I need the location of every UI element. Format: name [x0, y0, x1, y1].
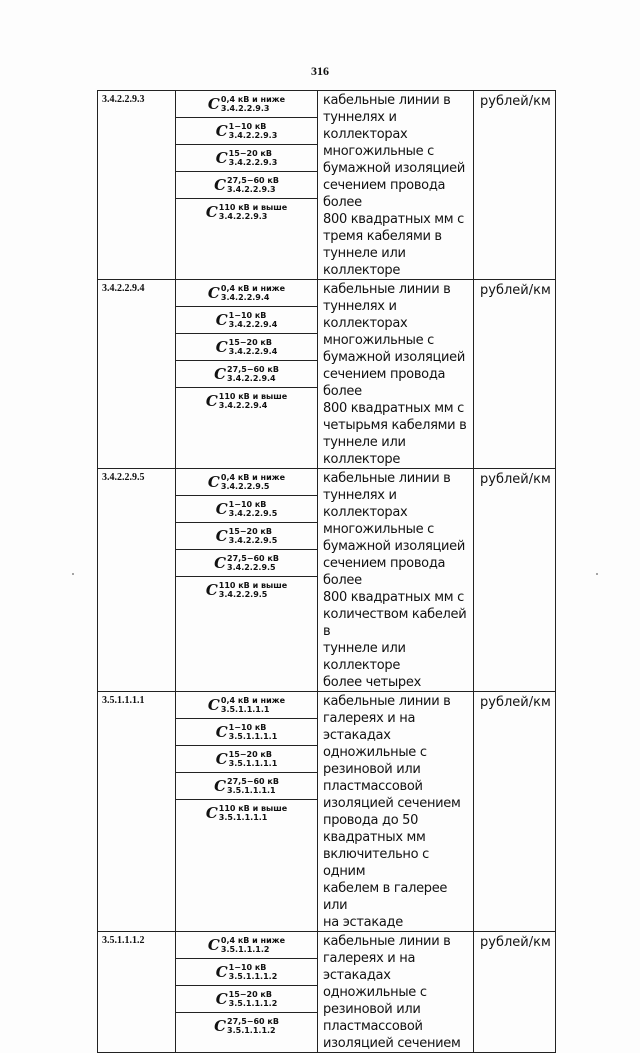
unit-text: рублей/км: [480, 935, 551, 950]
symbol-indices: [229, 527, 278, 545]
table-row: [98, 932, 556, 1053]
symbol-index: 3.4.2.2.9.5: [228, 509, 278, 518]
description-line: кабелем в галерее или: [323, 881, 448, 913]
description-line: тремя кабелями в: [323, 229, 442, 244]
symbol-voltage: 1−10 кВ: [228, 311, 267, 320]
symbol-indices: [219, 203, 287, 221]
description-line: пластмассовой: [323, 779, 423, 794]
description-text: [318, 280, 473, 468]
description-line: кабельные линии в: [323, 934, 451, 949]
voltage-symbol: [176, 91, 317, 118]
voltage-symbol: [176, 523, 317, 550]
symbol-index: 3.4.2.2.9.3: [227, 185, 276, 194]
description-line: сечением провода более: [323, 556, 446, 588]
symbol-formula: [214, 1017, 279, 1035]
voltage-symbol: [176, 746, 317, 773]
symbol-letter: C: [215, 337, 228, 356]
table-row: [98, 692, 556, 932]
description-cell: [318, 692, 474, 932]
symbol-list: [176, 932, 317, 1039]
description-line: многожильные с: [323, 144, 435, 159]
unit-cell: [474, 932, 556, 1053]
symbol-index: 3.4.2.2.9.4: [220, 293, 270, 302]
row-code: 3.5.1.1.1.2: [102, 935, 145, 946]
symbol-formula: [208, 95, 285, 113]
description-line: галереях и на эстакадах: [323, 711, 416, 743]
symbol-list: [176, 469, 317, 603]
description-cell: [318, 91, 474, 280]
symbol-formula: [206, 392, 287, 410]
symbol-voltage: 15−20 кВ: [228, 990, 272, 999]
symbol-indices: [221, 473, 285, 491]
symbol-index: 3.4.2.2.9.3: [218, 212, 268, 221]
symbol-voltage: 110 кВ и выше: [218, 804, 288, 813]
symbol-voltage: 15−20 кВ: [228, 527, 272, 536]
symbol-indices: [227, 777, 279, 795]
description-line: туннелях и коллекторах: [323, 110, 408, 142]
symbol-formula: [216, 338, 278, 356]
voltage-symbol: [176, 361, 317, 388]
symbol-index: 3.4.2.2.9.4: [218, 401, 268, 410]
description-line: более четырех: [323, 675, 421, 690]
symbol-letter: C: [207, 94, 220, 113]
description-line: сечением провода более: [323, 178, 446, 210]
symbol-formula: [206, 804, 287, 822]
row-code: 3.4.2.2.9.4: [102, 283, 145, 294]
symbol-letter: C: [205, 803, 218, 822]
table-row: [98, 469, 556, 692]
description-line: сечением провода более: [323, 367, 446, 399]
symbol-formula: [208, 696, 285, 714]
code-cell: [98, 692, 176, 932]
symbol-formula: [216, 500, 278, 518]
symbol-letter: C: [205, 391, 218, 410]
symbol-formula: [216, 311, 278, 329]
symbol-indices: [227, 176, 279, 194]
description-text: [318, 932, 473, 1052]
symbol-voltage: 15−20 кВ: [228, 750, 272, 759]
tariff-table: [97, 90, 556, 1053]
symbol-formula: [216, 750, 278, 768]
unit-cell: [474, 280, 556, 469]
description-line: пластмассовой: [323, 1019, 423, 1034]
symbol-indices: [221, 284, 285, 302]
symbol-indices: [219, 392, 287, 410]
symbol-letter: C: [214, 175, 227, 194]
symbol-index: 3.4.2.2.9.4: [228, 347, 278, 356]
symbol-formula: [216, 723, 278, 741]
symbol-index: 3.5.1.1.1.2: [228, 999, 278, 1008]
description-line: кабельные линии в: [323, 282, 451, 297]
description-line: туннеле или коллекторе: [323, 246, 406, 278]
symbol-indices: [219, 804, 287, 822]
description-line: кабельные линии в: [323, 93, 451, 108]
symbol-voltage: 1−10 кВ: [228, 122, 267, 131]
symbol-indices: [227, 365, 279, 383]
symbol-letter: C: [205, 580, 218, 599]
voltage-symbol: [176, 932, 317, 959]
symbol-indices: [221, 936, 285, 954]
symbol-formula: [216, 149, 278, 167]
voltage-symbol: [176, 145, 317, 172]
voltage-symbol: [176, 719, 317, 746]
voltage-symbol: [176, 496, 317, 523]
symbol-formula: [206, 581, 287, 599]
description-line: изоляцией сечением: [323, 796, 461, 811]
voltage-symbol: [176, 986, 317, 1013]
symbol-voltage: 15−20 кВ: [228, 149, 272, 158]
symbol-index: 3.5.1.1.1.1: [218, 813, 268, 822]
symbol-voltage: 1−10 кВ: [228, 500, 267, 509]
description-line: квадратных мм: [323, 830, 426, 845]
symbol-letter: C: [215, 722, 228, 741]
voltage-symbol: [176, 800, 317, 826]
symbol-indices: [227, 554, 279, 572]
description-line: 800 квадратных мм с: [323, 212, 464, 227]
description-line: туннелях и коллекторах: [323, 299, 408, 331]
symbol-voltage: 0,4 кВ и ниже: [220, 284, 286, 293]
symbol-list: [176, 280, 317, 414]
symbol-index: 3.4.2.2.9.4: [227, 374, 276, 383]
symbol-letter: C: [215, 749, 228, 768]
voltage-symbol: [176, 334, 317, 361]
symbol-index: 3.5.1.1.1.1: [220, 705, 270, 714]
symbol-indices: [219, 581, 287, 599]
description-line: четырьмя кабелями в: [323, 418, 467, 433]
description-line: бумажной изоляцией: [323, 350, 466, 365]
symbol-index: 3.5.1.1.1.1: [227, 786, 276, 795]
symbol-voltage: 15−20 кВ: [228, 338, 272, 347]
symbol-indices: [229, 338, 278, 356]
voltage-symbol: [176, 307, 317, 334]
symbol-letter: C: [215, 499, 228, 518]
symbol-voltage: 27,5−60 кВ: [227, 365, 279, 374]
symbol-indices: [229, 963, 278, 981]
symbol-voltage: 110 кВ и выше: [218, 203, 288, 212]
symbol-indices: [229, 750, 278, 768]
symbol-formula: [216, 527, 278, 545]
unit-text: рублей/км: [480, 695, 551, 710]
voltage-symbol: [176, 773, 317, 800]
description-line: одножильные с: [323, 985, 427, 1000]
symbol-voltage: 0,4 кВ и ниже: [220, 696, 286, 705]
code-cell: [98, 91, 176, 280]
symbol-voltage: 110 кВ и выше: [218, 392, 288, 401]
symbol-cell: [176, 932, 318, 1053]
symbol-letter: C: [207, 283, 220, 302]
symbol-letter: C: [214, 364, 227, 383]
symbol-indices: [227, 1017, 279, 1035]
symbol-voltage: 110 кВ и выше: [218, 581, 288, 590]
symbol-index: 3.4.2.2.9.3: [220, 104, 270, 113]
row-code: 3.4.2.2.9.5: [102, 472, 145, 483]
description-text: [318, 469, 473, 691]
symbol-letter: C: [214, 776, 227, 795]
code-cell: [98, 469, 176, 692]
symbol-voltage: 1−10 кВ: [228, 723, 267, 732]
unit-text: рублей/км: [480, 472, 551, 487]
description-line: туннелях и коллекторах: [323, 488, 408, 520]
symbol-index: 3.5.1.1.1.1: [228, 732, 278, 741]
voltage-symbol: [176, 469, 317, 496]
symbol-voltage: 27,5−60 кВ: [227, 777, 279, 786]
symbol-index: 3.5.1.1.1.1: [228, 759, 278, 768]
symbol-index: 3.5.1.1.1.2: [220, 945, 270, 954]
symbol-cell: [176, 692, 318, 932]
symbol-cell: [176, 91, 318, 280]
symbol-letter: C: [215, 989, 228, 1008]
description-line: 800 квадратных мм с: [323, 590, 464, 605]
symbol-letter: C: [207, 935, 220, 954]
description-cell: [318, 469, 474, 692]
symbol-indices: [229, 311, 278, 329]
description-line: бумажной изоляцией: [323, 161, 466, 176]
symbol-index: 3.5.1.1.1.2: [227, 1026, 276, 1035]
symbol-letter: C: [214, 1016, 227, 1035]
unit-text: рублей/км: [480, 94, 551, 109]
symbol-index: 3.4.2.2.9.3: [228, 131, 278, 140]
voltage-symbol: [176, 959, 317, 986]
symbol-formula: [216, 963, 278, 981]
symbol-index: 3.4.2.2.9.5: [227, 563, 276, 572]
code-cell: [98, 280, 176, 469]
description-line: галереях и на эстакадах: [323, 951, 416, 983]
symbol-letter: C: [205, 202, 218, 221]
symbol-voltage: 1−10 кВ: [228, 963, 267, 972]
symbol-voltage: 0,4 кВ и ниже: [220, 473, 286, 482]
voltage-symbol: [176, 550, 317, 577]
description-text: [318, 692, 473, 931]
voltage-symbol: [176, 577, 317, 603]
symbol-indices: [229, 990, 278, 1008]
symbol-letter: C: [215, 962, 228, 981]
symbol-voltage: 0,4 кВ и ниже: [220, 936, 286, 945]
symbol-letter: C: [214, 553, 227, 572]
symbol-indices: [221, 95, 285, 113]
description-line: 800 квадратных мм с: [323, 401, 464, 416]
symbol-formula: [214, 176, 279, 194]
unit-text: рублей/км: [480, 283, 551, 298]
symbol-letter: C: [215, 526, 228, 545]
symbol-cell: [176, 469, 318, 692]
symbol-voltage: 27,5−60 кВ: [227, 176, 279, 185]
description-line: многожильные с: [323, 333, 435, 348]
voltage-symbol: [176, 692, 317, 719]
voltage-symbol: [176, 172, 317, 199]
symbol-formula: [208, 284, 285, 302]
symbol-voltage: 27,5−60 кВ: [227, 1017, 279, 1026]
unit-cell: [474, 692, 556, 932]
description-line: одножильные с: [323, 745, 427, 760]
symbol-letter: C: [215, 310, 228, 329]
symbol-letter: C: [207, 695, 220, 714]
description-line: на эстакаде: [323, 915, 403, 930]
description-line: резиновой или: [323, 762, 421, 777]
description-line: включительно с одним: [323, 847, 429, 879]
row-code: 3.4.2.2.9.3: [102, 94, 145, 105]
code-cell: [98, 932, 176, 1053]
row-code: 3.5.1.1.1.1: [102, 695, 145, 706]
symbol-formula: [214, 777, 279, 795]
symbol-indices: [229, 122, 278, 140]
symbol-letter: C: [215, 148, 228, 167]
scan-speck: [596, 573, 598, 575]
voltage-symbol: [176, 199, 317, 225]
description-cell: [318, 280, 474, 469]
description-line: резиновой или: [323, 1002, 421, 1017]
symbol-indices: [221, 696, 285, 714]
symbol-formula: [214, 365, 279, 383]
table-row: [98, 91, 556, 280]
description-line: кабельные линии в: [323, 471, 451, 486]
symbol-indices: [229, 500, 278, 518]
symbol-list: [176, 692, 317, 826]
description-line: бумажной изоляцией: [323, 539, 466, 554]
symbol-index: 3.5.1.1.1.2: [228, 972, 278, 981]
voltage-symbol: [176, 280, 317, 307]
symbol-letter: C: [215, 121, 228, 140]
description-line: туннеле или коллекторе: [323, 435, 406, 467]
description-line: кабельные линии в: [323, 694, 451, 709]
description-line: многожильные с: [323, 522, 435, 537]
symbol-formula: [208, 473, 285, 491]
voltage-symbol: [176, 118, 317, 145]
table-row: [98, 280, 556, 469]
symbol-index: 3.4.2.2.9.4: [228, 320, 278, 329]
symbol-formula: [214, 554, 279, 572]
description-line: туннеле или коллекторе: [323, 641, 406, 673]
voltage-symbol: [176, 1013, 317, 1039]
page-number: 316: [311, 64, 329, 78]
symbol-index: 3.4.2.2.9.5: [220, 482, 270, 491]
symbol-index: 3.4.2.2.9.3: [228, 158, 278, 167]
symbol-formula: [216, 990, 278, 1008]
symbol-voltage: 27,5−60 кВ: [227, 554, 279, 563]
description-cell: [318, 932, 474, 1053]
description-line: изоляцией сечением: [323, 1036, 461, 1051]
unit-cell: [474, 91, 556, 280]
symbol-letter: C: [207, 472, 220, 491]
symbol-voltage: 0,4 кВ и ниже: [220, 95, 286, 104]
symbol-list: [176, 91, 317, 225]
symbol-index: 3.4.2.2.9.5: [228, 536, 278, 545]
unit-cell: [474, 469, 556, 692]
symbol-indices: [229, 149, 278, 167]
voltage-symbol: [176, 388, 317, 414]
symbol-cell: [176, 280, 318, 469]
description-line: количеством кабелей в: [323, 607, 467, 639]
description-line: провода до 50: [323, 813, 419, 828]
description-text: [318, 91, 473, 279]
scan-speck: [72, 573, 74, 575]
symbol-formula: [208, 936, 285, 954]
symbol-formula: [206, 203, 287, 221]
symbol-formula: [216, 122, 278, 140]
symbol-index: 3.4.2.2.9.5: [218, 590, 268, 599]
symbol-indices: [229, 723, 278, 741]
